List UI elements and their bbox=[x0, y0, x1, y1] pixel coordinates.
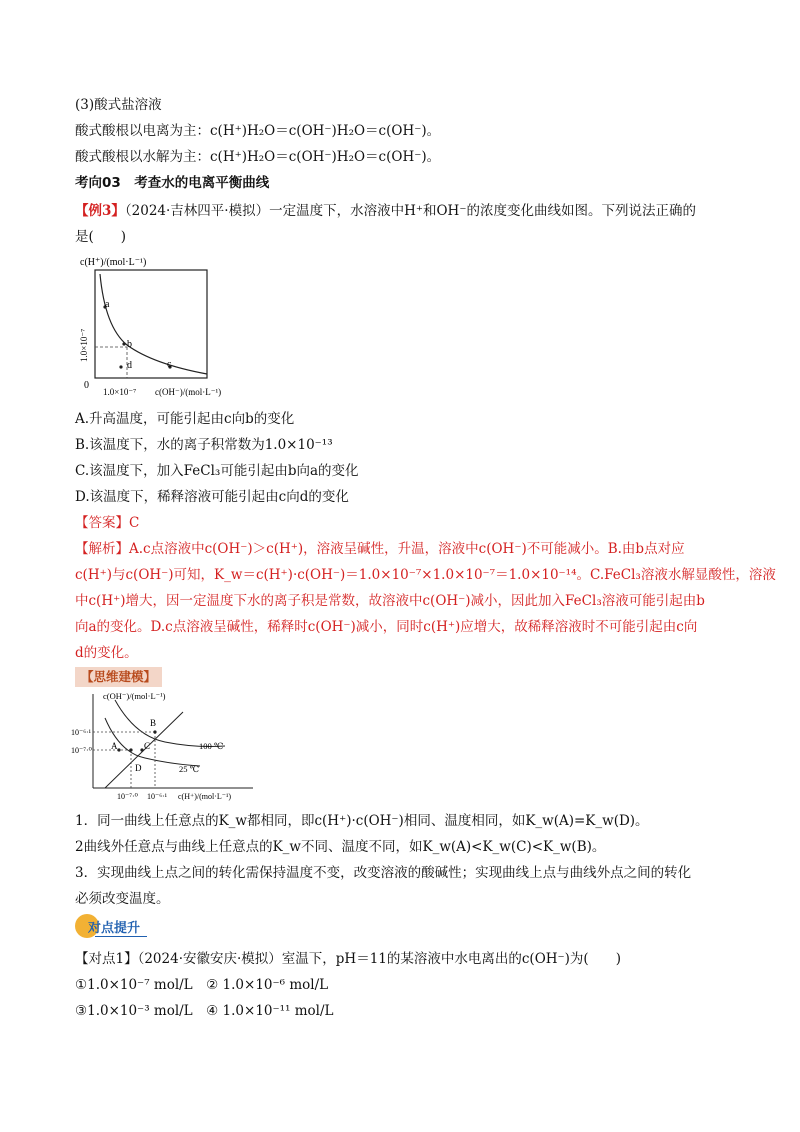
section-3-title: (3)酸式盐溶液 bbox=[75, 97, 162, 113]
graph1-xlabel: c(OH⁻)/(mol·L⁻¹) bbox=[155, 387, 222, 397]
graph2-label-D: D bbox=[135, 763, 142, 773]
graph2-curve-100-label: 100 ℃ bbox=[199, 741, 224, 751]
graph2-label-C: C bbox=[144, 741, 151, 751]
graph1-ylabel: c(H⁺)/(mol·L⁻¹) bbox=[80, 257, 147, 268]
model-point-3: 3．实现曲线上点之间的转化需保持温度不变，改变溶液的酸碱性；实现曲线上点与曲线外点之间的转化 bbox=[75, 865, 692, 881]
model-point-1: 1．同一曲线上任意点的K_w都相同，即c(H⁺)·c(OH⁻)相同、温度相同，如K_w(A)=K_w(D)。 bbox=[75, 813, 649, 829]
example-3-text-2: 是( ) bbox=[75, 229, 127, 245]
section-heading: 考向03 考查水的电离平衡曲线 bbox=[75, 175, 270, 191]
model-point-2: 2曲线外任意点与曲线上任意点的K_w不同、温度不同，如K_w(A)<K_w(C)<K_w(B)。 bbox=[75, 839, 606, 855]
graph1-xtick: 1.0×10⁻⁷ bbox=[103, 387, 137, 397]
graph1-label-a: a bbox=[105, 299, 110, 310]
example-3-text-1: （2024·吉林四平·模拟）一定温度下，水溶液中H⁺和OH⁻的浓度变化曲线如图。下列说法正确的 bbox=[124, 203, 696, 219]
example-3-tag: 【例3】 bbox=[75, 203, 125, 219]
graph1-point-d bbox=[119, 365, 122, 368]
analysis-line-1: 【解析】A.c点溶液中c(OH⁻)＞c(H⁺)，溶液呈碱性，升温，溶液中c(OH⁻)不可能减小。B.由b点对应 bbox=[75, 541, 685, 557]
graph2-xtick-low: 10⁻⁷·⁰ bbox=[117, 792, 138, 801]
graph2-label-B: B bbox=[150, 718, 157, 728]
graph1-label-d: d bbox=[127, 360, 132, 371]
section-3-line-ionization: 酸式酸根以电离为主：c(H⁺)H₂O＝c(OH⁻)H₂O＝c(OH⁻)。 bbox=[75, 123, 441, 139]
duidian-1-options-row-1: ①1.0×10⁻⁷ mol/L ② 1.0×10⁻⁶ mol/L bbox=[75, 977, 329, 993]
graph2-ytick-low: 10⁻⁷·⁰ bbox=[71, 746, 92, 755]
graph2-curve-100 bbox=[115, 700, 225, 747]
graph2-point-D bbox=[129, 748, 132, 751]
graph1-curve bbox=[100, 274, 207, 374]
graph2-xtick-high: 10⁻⁶·¹ bbox=[147, 792, 168, 801]
graph1-origin: 0 bbox=[84, 380, 89, 391]
water-ionization-curve-graph bbox=[75, 252, 255, 400]
option-c: C.该温度下，加入FeCl₃可能引起由b向a的变化 bbox=[75, 463, 359, 479]
example-3-question bbox=[75, 201, 696, 221]
duidian-1-options-row-2: ③1.0×10⁻³ mol/L ④ 1.0×10⁻¹¹ mol/L bbox=[75, 1003, 334, 1019]
graph2-ytick-high: 10⁻⁶·¹ bbox=[71, 728, 92, 737]
option-b: B.该温度下，水的离子积常数为1.0×10⁻¹³ bbox=[75, 437, 333, 453]
option-a: A.升高温度，可能引起由c向b的变化 bbox=[75, 411, 295, 427]
answer: 【答案】C bbox=[75, 515, 140, 531]
graph1-label-b: b bbox=[127, 339, 132, 350]
kw-temperature-graph bbox=[71, 688, 260, 806]
graph2-curve-25-label: 25 ℃ bbox=[179, 764, 200, 774]
analysis-line-2: c(H⁺)与c(OH⁻)可知，K_w＝c(H⁺)·c(OH⁻)＝1.0×10⁻⁷×1.0×10⁻⁷＝1.0×10⁻¹⁴。C.FeCl₃溶液水解显酸性，溶液 bbox=[75, 567, 776, 583]
graph1-point-b bbox=[122, 342, 125, 345]
analysis-line-4: 向a的变化。D.c点溶液呈碱性，稀释时c(OH⁻)减小，同时c(H⁺)应增大，故稀释溶液时不可能引起由c向 bbox=[75, 619, 698, 635]
duidian-label: 对点提升 bbox=[88, 921, 141, 936]
graph2-label-A: A bbox=[111, 741, 118, 751]
model-point-3-cont: 必须改变温度。 bbox=[75, 891, 170, 907]
analysis-line-3: 中c(H⁺)增大，因一定温度下水的离子积是常数，故溶液中c(OH⁻)减小，因此加入FeCl₃溶液可能引起由b bbox=[75, 593, 705, 609]
graph2-xlabel: c(H⁺)/(mol·L⁻¹) bbox=[178, 792, 232, 801]
duidian-underline bbox=[95, 936, 147, 937]
graph2-point-A bbox=[117, 748, 120, 751]
option-d: D.该温度下，稀释溶液可能引起由c向d的变化 bbox=[75, 489, 349, 505]
graph2-point-B bbox=[153, 730, 156, 733]
graph1-ytick: 1.0×10⁻⁷ bbox=[79, 328, 89, 362]
graph2-ylabel: c(OH⁻)/(mol·L⁻¹) bbox=[103, 691, 166, 701]
graph1-label-c: c bbox=[167, 359, 172, 370]
model-badge: 【思维建模】 bbox=[75, 667, 162, 687]
duidian-1-question: 【对点1】（2024·安徽安庆·模拟）室温下，pH＝11的某溶液中水电离出的c(OH⁻)为( ) bbox=[75, 951, 621, 967]
duidian-banner bbox=[75, 912, 155, 942]
section-3-line-hydrolysis: 酸式酸根以水解为主：c(H⁺)H₂O＝c(OH⁻)H₂O＝c(OH⁻)。 bbox=[75, 149, 441, 165]
model-badge-wrap bbox=[75, 667, 162, 687]
analysis-line-5: d的变化。 bbox=[75, 645, 138, 661]
